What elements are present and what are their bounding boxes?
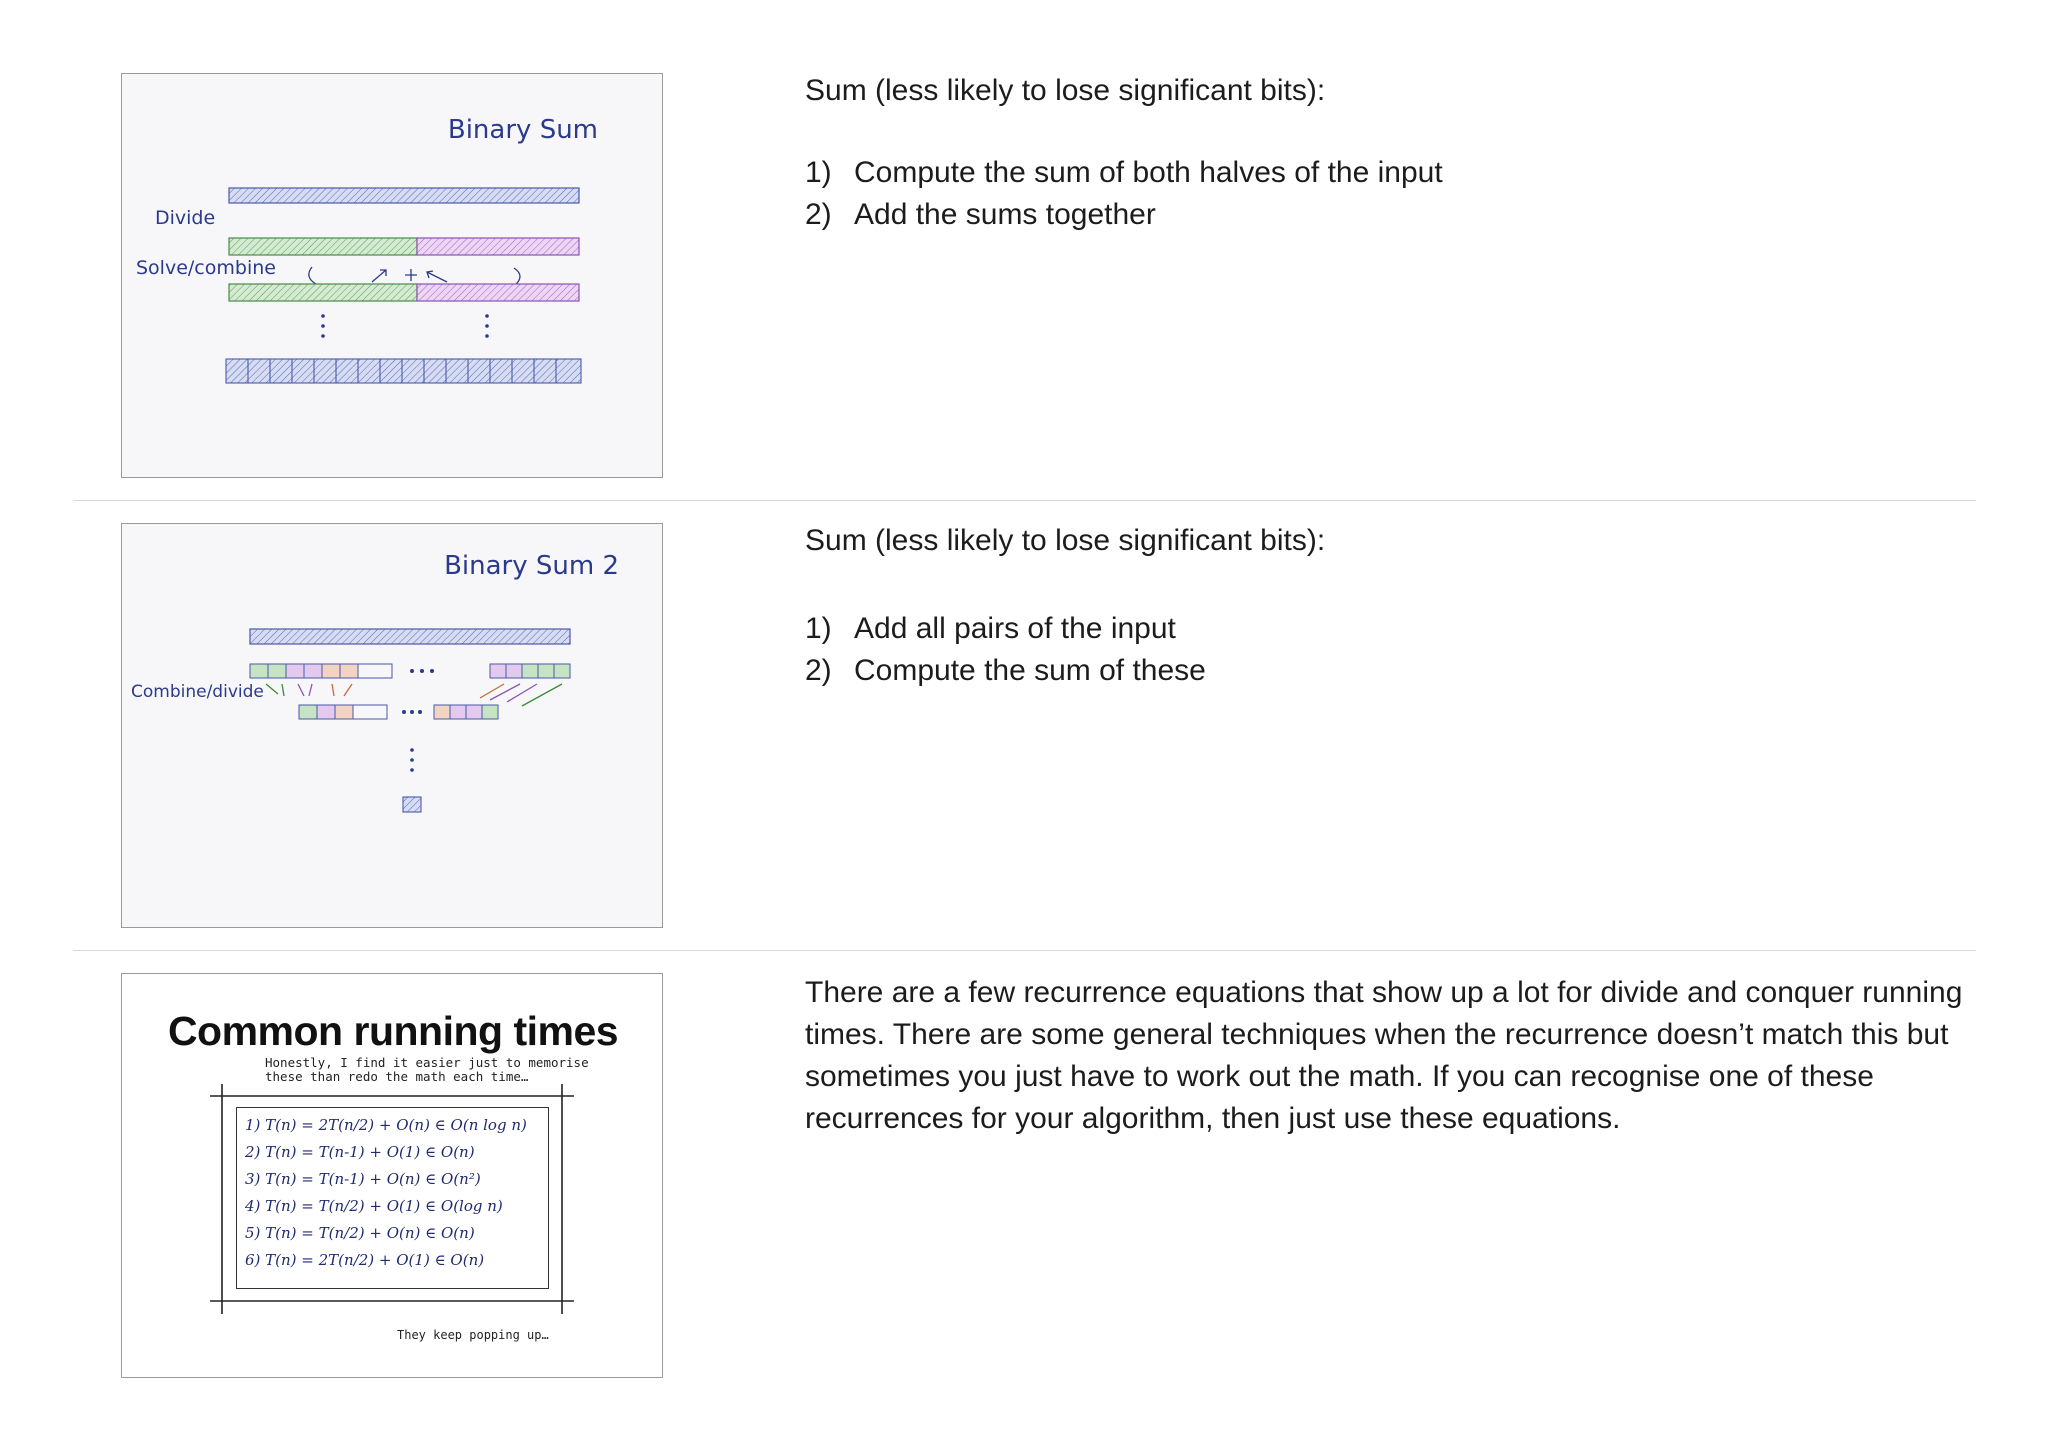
slide-title: Binary Sum <box>447 115 598 145</box>
slide-title: Binary Sum 2 <box>444 551 619 581</box>
equation-1: 1) T(n) = 2T(n/2) + O(n) ∈ O(n log n) <box>245 1116 527 1134</box>
notes-heading: Sum (less likely to lose significant bits): <box>805 524 1326 557</box>
element-cells-row <box>226 359 581 383</box>
combine-arrows <box>309 267 520 286</box>
left-half-bar <box>229 238 417 255</box>
binary-sum-2-diagram <box>122 524 663 928</box>
solve-combine-label: Solve/combine <box>136 257 276 279</box>
slide-subtitle: Honestly, I find it easier just to memorise these than redo the math each time… <box>265 1055 589 1084</box>
slide-thumbnail-common-running-times[interactable] <box>121 973 663 1378</box>
combine-arrows <box>266 684 562 706</box>
vertical-ellipsis <box>321 314 489 338</box>
slide-thumbnail-binary-sum[interactable] <box>121 73 663 478</box>
slide-title: Common running times <box>167 1008 619 1054</box>
input-array-bar <box>229 188 579 203</box>
notes-list <box>805 608 1985 692</box>
notes-list <box>805 152 1985 236</box>
sums-row <box>299 705 498 719</box>
right-sum-bar <box>417 284 579 301</box>
notes-heading: Sum (less likely to lose significant bits): <box>805 74 1326 107</box>
notes-paragraph: There are a few recurrence equations that show up a lot for divide and conquer running times. There are some general techniques when the recurrence doesn’t match this but sometimes you just have to work out the math. If you can recognise one of these recurrences for your algorithm, then just use these equations. <box>805 976 1963 1135</box>
slide-thumbnail-binary-sum-2[interactable] <box>121 523 663 928</box>
equation-3: 3) T(n) = T(n-1) + O(n) ∈ O(n²) <box>245 1170 481 1188</box>
slide-notes-1 <box>805 70 1985 236</box>
equation-4: 4) T(n) = T(n/2) + O(1) ∈ O(log n) <box>245 1197 503 1215</box>
row-divider <box>73 500 1976 501</box>
right-half-bar <box>417 238 579 255</box>
equation-2: 2) T(n) = T(n-1) + O(1) ∈ O(n) <box>245 1143 475 1161</box>
input-array-bar <box>250 629 570 644</box>
slide-notes-3 <box>805 972 1985 1140</box>
vertical-ellipsis <box>410 748 414 772</box>
slide-notes-2 <box>805 520 1985 692</box>
list-item: 1) Add all pairs of the input <box>805 612 1176 645</box>
equation-6: 6) T(n) = 2T(n/2) + O(1) ∈ O(n) <box>245 1251 485 1269</box>
combine-divide-label: Combine/divide <box>131 682 264 702</box>
divide-label: Divide <box>155 207 216 229</box>
final-sum-cell <box>403 797 421 812</box>
list-item: 2) Add the sums together <box>805 198 1156 231</box>
list-item: 2) Compute the sum of these <box>805 654 1206 687</box>
binary-sum-diagram <box>122 74 663 478</box>
slide-footer: They keep popping up… <box>397 1328 549 1342</box>
left-sum-bar <box>229 284 417 301</box>
list-item: 1) Compute the sum of both halves of the input <box>805 156 1443 189</box>
ellipsis-icon <box>402 710 422 714</box>
equation-5: 5) T(n) = T(n/2) + O(n) ∈ O(n) <box>245 1224 475 1242</box>
ellipsis-icon <box>410 669 434 673</box>
row-divider <box>73 950 1976 951</box>
